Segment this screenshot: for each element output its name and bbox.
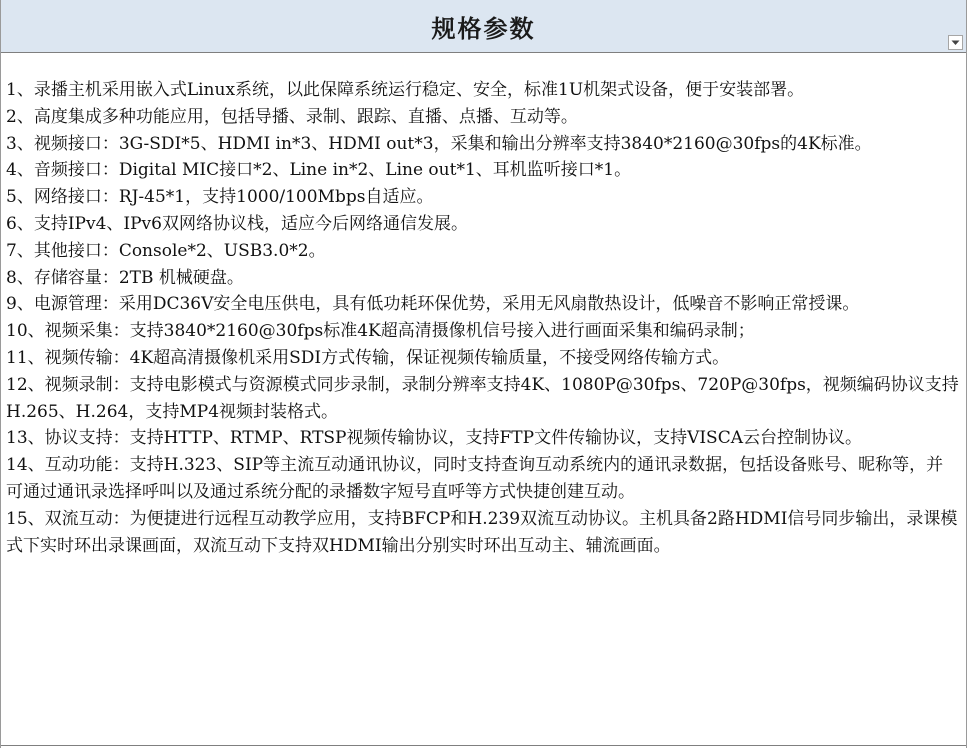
spec-list [6,53,960,559]
spec-item-6: 6、支持IPv4、IPv6双网络协议栈，适应今后网络通信发展。 [6,213,468,234]
spec-item-9: 9、电源管理：采用DC36V安全电压供电，具有低功耗环保优势，采用无风扇散热设计，低噪音不影响正常授课。 [6,294,860,315]
header-cell[interactable] [1,0,966,53]
page-title: 规格参数 [431,14,536,43]
filter-dropdown-button[interactable] [948,35,963,50]
spec-item-8: 8、存储容量：2TB 机械硬盘。 [6,267,244,288]
spec-item-4: 4、音频接口：Digital MIC接口*2、Line in*2、Line out*1、耳机监听接口*1。 [6,160,632,181]
spec-content-cell[interactable] [1,53,966,746]
spec-item-5: 5、网络接口：RJ-45*1，支持1000/100Mbps自适应。 [6,187,434,208]
spec-item-1: 1、录播主机采用嵌入式Linux系统，以此保障系统运行稳定、安全，标准1U机架式设备，便于安装部署。 [6,80,805,100]
spec-item-14: 14、互动功能：支持H.323、SIP等主流互动通讯协议，同时支持查询互动系统内的通讯录数据，包括设备账号、昵称等，并可通过通讯录选择呼叫以及通过系统分配的录播数字短号直呼等方式快捷创建互动。 [6,455,944,502]
spec-item-2: 2、高度集成多种功能应用，包括导播、录制、跟踪、直播、点播、互动等。 [6,106,578,127]
chevron-down-icon [951,40,960,46]
spec-item-3: 3、视频接口：3G-SDI*5、HDMI in*3、HDMI out*3，采集和输出分辨率支持3840*2160@30fps的4K标准。 [6,133,872,154]
spec-item-15: 15、双流互动：为便捷进行远程互动教学应用，支持BFCP和H.239双流互动协议。主机具备2路HDMI信号同步输出，录课模式下实时环出录课画面，双流互动下支持双HDMI输出分别实时环出互动主、辅流画面。 [6,508,958,556]
spec-item-13: 13、协议支持：支持HTTP、RTMP、RTSP视频传输协议，支持FTP文件传输协议，支持VISCA云台控制协议。 [6,428,862,449]
spec-item-11: 11、视频传输：4K超高清摄像机采用SDI方式传输，保证视频传输质量，不接受网络传输方式。 [6,347,730,368]
spec-item-10: 10、视频采集：支持3840*2160@30fps标准4K超高清摄像机信号接入进行画面采集和编码录制； [6,321,755,342]
spec-item-12: 12、视频录制：支持电影模式与资源模式同步录制，录制分辨率支持4K、1080P@30fps、720P@30fps，视频编码协议支持H.265、H.264，支持MP4视频封装格式。 [6,374,959,422]
spec-item-7: 7、其他接口：Console*2、USB3.0*2。 [6,240,326,261]
